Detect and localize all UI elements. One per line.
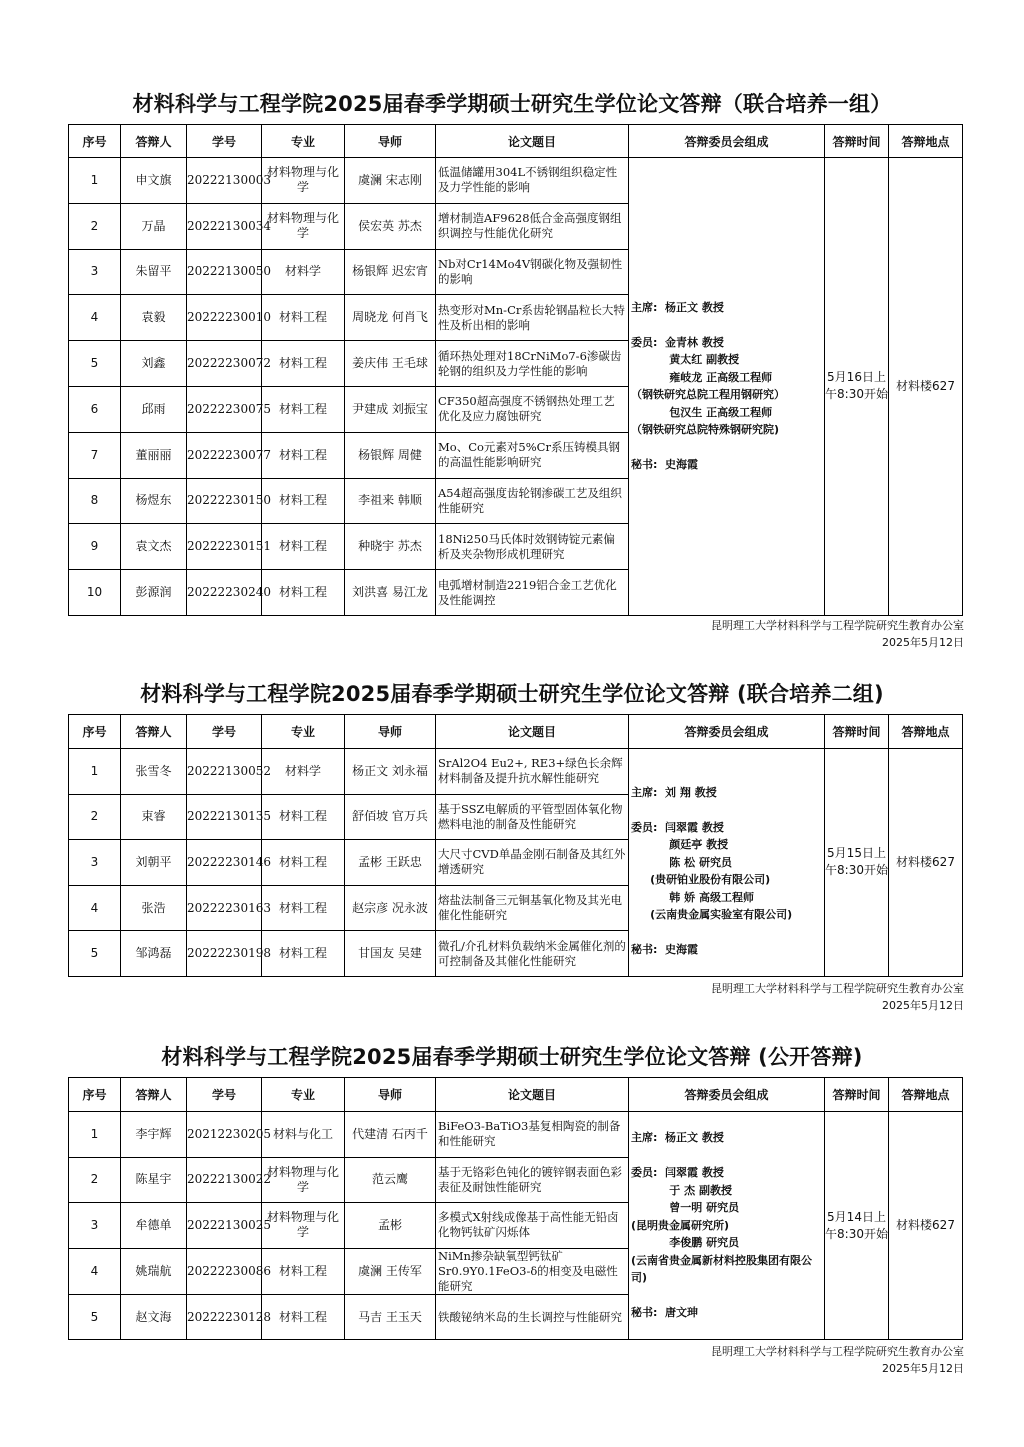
cell-no: 3	[69, 840, 121, 886]
committee-line: 曾一明 研究员	[631, 1201, 740, 1215]
header-thesis: 论文题目	[436, 715, 629, 749]
cell-major: 材料物理与化学	[262, 158, 345, 204]
cell-advisor: 侯宏英 苏杰	[345, 203, 436, 249]
committee-line	[631, 1147, 822, 1165]
cell-major: 材料工程	[262, 386, 345, 432]
table-header	[69, 125, 963, 158]
cell-student: 万晶	[121, 203, 187, 249]
header-id: 学号	[187, 715, 262, 749]
cell-no: 10	[69, 570, 121, 616]
table-header	[69, 1078, 963, 1112]
cell-advisor: 孟彬 王跃忠	[345, 840, 436, 886]
cell-advisor: 杨银辉 迟宏宵	[345, 249, 436, 295]
cell-major: 材料工程	[262, 524, 345, 570]
cell-id: 20222130003	[187, 158, 262, 204]
header-time: 答辩时间	[825, 1078, 889, 1112]
cell-thesis: Mo、Co元素对5%Cr系压铸模具钢的高温性能影响研究	[436, 432, 629, 478]
defense-time: 5月16日上午8:30开始	[825, 158, 889, 616]
cell-id: 20222230072	[187, 341, 262, 387]
header-time: 答辩时间	[825, 715, 889, 749]
committee-line: (昆明贵金属研究所)	[631, 1218, 730, 1232]
cell-id: 20212230205	[187, 1112, 262, 1158]
cell-no: 5	[69, 1294, 121, 1340]
committee-cell	[629, 1112, 825, 1340]
footer	[711, 617, 964, 651]
cell-advisor: 虞澜 宋志刚	[345, 158, 436, 204]
cell-major: 材料与化工	[262, 1112, 345, 1158]
header-no: 序号	[69, 125, 121, 158]
cell-student: 朱留平	[121, 249, 187, 295]
committee-line: （钢铁研究总院特殊钢研究院)	[631, 423, 780, 437]
committee-cell	[629, 158, 825, 616]
header-id: 学号	[187, 1078, 262, 1112]
committee-line: 李俊鹏 研究员	[631, 1236, 740, 1250]
cell-thesis: BiFeO3-BaTiO3基复相陶瓷的制备和性能研究	[436, 1112, 629, 1158]
table-row	[69, 1112, 963, 1158]
footer-date: 2025年5月12日	[882, 636, 964, 649]
cell-id: 20222230240	[187, 570, 262, 616]
header-advisor: 导师	[345, 125, 436, 158]
committee-line	[631, 1287, 822, 1305]
header-place: 答辩地点	[889, 1078, 963, 1112]
committee-line: （钢铁研究总院工程用钢研究）	[631, 388, 785, 402]
cell-major: 材料工程	[262, 478, 345, 524]
cell-major: 材料工程	[262, 794, 345, 840]
defense-table	[68, 1077, 963, 1340]
committee-line: 于 杰 副教授	[631, 1183, 732, 1197]
committee-line	[631, 316, 822, 334]
cell-thesis: 电弧增材制造2219铝合金工艺优化及性能调控	[436, 570, 629, 616]
cell-advisor: 种晓宇 苏杰	[345, 524, 436, 570]
cell-no: 4	[69, 885, 121, 931]
cell-advisor: 代建清 石丙千	[345, 1112, 436, 1158]
cell-student: 董丽丽	[121, 432, 187, 478]
cell-student: 邱雨	[121, 386, 187, 432]
cell-advisor: 虞澜 王传军	[345, 1248, 436, 1294]
cell-id: 20222130052	[187, 749, 262, 795]
cell-advisor: 尹建成 刘振宝	[345, 386, 436, 432]
committee-line: 黄太红 副教授	[631, 353, 740, 367]
footer	[711, 1343, 964, 1377]
cell-thesis: 基于无铬彩色钝化的镀锌钢表面色彩表征及耐蚀性能研究	[436, 1157, 629, 1203]
table-body	[69, 1112, 963, 1340]
committee-cell	[629, 749, 825, 977]
cell-advisor: 杨正文 刘永福	[345, 749, 436, 795]
committee-line: 委员: 闫翠霞 教授	[631, 1166, 724, 1180]
footer-office: 昆明理工大学材料科学与工程学院研究生教育办公室	[711, 982, 964, 995]
cell-thesis: CF350超高强度不锈钢热处理工艺优化及应力腐蚀研究	[436, 386, 629, 432]
cell-major: 材料工程	[262, 1294, 345, 1340]
section-title: 材料科学与工程学院2025届春季学期硕士研究生学位论文答辩 (公开答辩)	[161, 1045, 863, 1069]
footer-date: 2025年5月12日	[882, 1362, 964, 1375]
committee-line: 委员: 闫翠霞 教授	[631, 820, 724, 834]
header-advisor: 导师	[345, 1078, 436, 1112]
cell-id: 20222130135	[187, 794, 262, 840]
committee-line: 委员: 金青林 教授	[631, 335, 724, 349]
cell-advisor: 赵宗彦 况永波	[345, 885, 436, 931]
cell-no: 8	[69, 478, 121, 524]
cell-major: 材料物理与化学	[262, 1203, 345, 1249]
cell-advisor: 孟彬	[345, 1203, 436, 1249]
cell-student: 张浩	[121, 885, 187, 931]
committee-line: 韩 娇 高级工程师	[631, 890, 754, 904]
table-header	[69, 715, 963, 749]
cell-thesis: Nb对Cr14Mo4V钢碳化物及强韧性的影响	[436, 249, 629, 295]
cell-no: 3	[69, 1203, 121, 1249]
header-id: 学号	[187, 125, 262, 158]
cell-student: 邹鸿磊	[121, 931, 187, 977]
header-thesis: 论文题目	[436, 1078, 629, 1112]
header-major: 专业	[262, 125, 345, 158]
cell-no: 3	[69, 249, 121, 295]
cell-advisor: 范云鹰	[345, 1157, 436, 1203]
defense-time: 5月14日上午8:30开始	[825, 1112, 889, 1340]
cell-student: 杨煜东	[121, 478, 187, 524]
cell-thesis: 铁酸铋纳米岛的生长调控与性能研究	[436, 1294, 629, 1340]
cell-id: 20222130025	[187, 1203, 262, 1249]
cell-no: 5	[69, 341, 121, 387]
footer-office: 昆明理工大学材料科学与工程学院研究生教育办公室	[711, 619, 964, 632]
committee-line: 雍岐龙 正高级工程师	[631, 370, 773, 384]
committee-line: 陈 松 研究员	[631, 855, 732, 869]
defense-table	[68, 714, 963, 977]
cell-id: 20222230150	[187, 478, 262, 524]
cell-advisor: 李祖来 韩顺	[345, 478, 436, 524]
cell-advisor: 甘国友 吴建	[345, 931, 436, 977]
cell-student: 赵文海	[121, 1294, 187, 1340]
cell-id: 20222230198	[187, 931, 262, 977]
cell-thesis: 循环热处理对18CrNiMo7-6渗碳齿轮钢的组织及力学性能的影响	[436, 341, 629, 387]
header-time: 答辩时间	[825, 125, 889, 158]
committee-line: (云南贵金属实验室有限公司)	[631, 908, 793, 922]
header-no: 序号	[69, 715, 121, 749]
footer-office: 昆明理工大学材料科学与工程学院研究生教育办公室	[711, 1345, 964, 1358]
cell-advisor: 刘洪喜 易江龙	[345, 570, 436, 616]
cell-student: 姚瑞航	[121, 1248, 187, 1294]
committee-line: 秘书: 史海霞	[631, 458, 699, 472]
cell-id: 20222130022	[187, 1157, 262, 1203]
cell-no: 7	[69, 432, 121, 478]
header-committee: 答辩委员会组成	[629, 715, 825, 749]
cell-id: 20222230075	[187, 386, 262, 432]
cell-student: 申文旗	[121, 158, 187, 204]
cell-thesis: 基于SSZ电解质的平管型固体氧化物燃料电池的制备及性能研究	[436, 794, 629, 840]
cell-major: 材料工程	[262, 1248, 345, 1294]
header-committee: 答辩委员会组成	[629, 1078, 825, 1112]
cell-student: 刘鑫	[121, 341, 187, 387]
defense-place: 材料楼627	[889, 1112, 963, 1340]
cell-student: 彭源润	[121, 570, 187, 616]
cell-major: 材料物理与化学	[262, 1157, 345, 1203]
footer	[711, 980, 964, 1014]
cell-advisor: 马吉 王玉天	[345, 1294, 436, 1340]
cell-no: 2	[69, 794, 121, 840]
committee-line	[631, 924, 822, 942]
defense-place: 材料楼627	[889, 749, 963, 977]
cell-advisor: 姜庆伟 王毛球	[345, 341, 436, 387]
cell-no: 1	[69, 1112, 121, 1158]
cell-thesis: 增材制造AF9628低合金高强度钢组织调控与性能优化研究	[436, 203, 629, 249]
header-student: 答辩人	[121, 1078, 187, 1112]
cell-id: 20222230086	[187, 1248, 262, 1294]
table-row	[69, 158, 963, 204]
cell-major: 材料物理与化学	[262, 203, 345, 249]
cell-no: 1	[69, 749, 121, 795]
cell-id: 20222230077	[187, 432, 262, 478]
cell-major: 材料工程	[262, 840, 345, 886]
cell-student: 刘朝平	[121, 840, 187, 886]
cell-major: 材料学	[262, 249, 345, 295]
header-committee: 答辩委员会组成	[629, 125, 825, 158]
committee-line: 主席: 刘 翔 教授	[631, 785, 717, 799]
committee-line: 秘书: 史海霞	[631, 943, 699, 957]
header-no: 序号	[69, 1078, 121, 1112]
cell-major: 材料工程	[262, 295, 345, 341]
section-title: 材料科学与工程学院2025届春季学期硕士研究生学位论文答辩 (联合培养二组)	[140, 682, 884, 706]
table-row	[69, 749, 963, 795]
cell-thesis: 热变形对Mn-Cr系齿轮钢晶粒长大特性及析出相的影响	[436, 295, 629, 341]
footer-date: 2025年5月12日	[882, 999, 964, 1012]
cell-thesis: SrAl2O4 Eu2+, RE3+绿色长余辉材料制备及提升抗水解性能研究	[436, 749, 629, 795]
header-place: 答辩地点	[889, 125, 963, 158]
cell-id: 20222230151	[187, 524, 262, 570]
cell-major: 材料工程	[262, 885, 345, 931]
cell-no: 2	[69, 203, 121, 249]
committee-line: 主席: 杨正文 教授	[631, 1131, 724, 1145]
header-major: 专业	[262, 715, 345, 749]
cell-thesis: NiMn掺杂缺氧型钙钛矿Sr0.9Y0.1FeO3-δ的相变及电磁性能研究	[436, 1248, 629, 1294]
header-advisor: 导师	[345, 715, 436, 749]
cell-thesis: 熔盐法制备三元铜基氧化物及其光电催化性能研究	[436, 885, 629, 931]
cell-no: 2	[69, 1157, 121, 1203]
cell-id: 20222230146	[187, 840, 262, 886]
cell-major: 材料工程	[262, 341, 345, 387]
header-major: 专业	[262, 1078, 345, 1112]
cell-student: 张雪冬	[121, 749, 187, 795]
cell-id: 20222230128	[187, 1294, 262, 1340]
cell-no: 1	[69, 158, 121, 204]
cell-no: 9	[69, 524, 121, 570]
cell-no: 4	[69, 1248, 121, 1294]
cell-thesis: 多模式X射线成像基于高性能无铅卤化物钙钛矿闪烁体	[436, 1203, 629, 1249]
cell-student: 袁毅	[121, 295, 187, 341]
committee-line	[631, 766, 822, 784]
cell-no: 4	[69, 295, 121, 341]
cell-student: 陈星宇	[121, 1157, 187, 1203]
cell-id: 20222130050	[187, 249, 262, 295]
cell-no: 6	[69, 386, 121, 432]
table-body	[69, 158, 963, 616]
cell-thesis: 18Ni250马氏体时效钢铸锭元素偏析及夹杂物形成机理研究	[436, 524, 629, 570]
cell-major: 材料学	[262, 749, 345, 795]
cell-thesis: 低温储罐用304L不锈钢组织稳定性及力学性能的影响	[436, 158, 629, 204]
cell-advisor: 周晓龙 何肖飞	[345, 295, 436, 341]
committee-line: 秘书: 唐文珅	[631, 1306, 699, 1320]
table-body	[69, 749, 963, 977]
cell-thesis: 大尺寸CVD单晶金刚石制备及其红外增透研究	[436, 840, 629, 886]
cell-student: 李宇辉	[121, 1112, 187, 1158]
committee-line	[631, 801, 822, 819]
defense-table	[68, 124, 963, 616]
cell-student: 束睿	[121, 794, 187, 840]
cell-thesis: A54超高强度齿轮钢渗碳工艺及组织性能研究	[436, 478, 629, 524]
cell-student: 牟德单	[121, 1203, 187, 1249]
cell-major: 材料工程	[262, 432, 345, 478]
cell-thesis: 微孔/介孔材料负载纳米金属催化剂的可控制备及其催化性能研究	[436, 931, 629, 977]
cell-advisor: 杨银辉 周健	[345, 432, 436, 478]
cell-id: 20222230010	[187, 295, 262, 341]
header-place: 答辩地点	[889, 715, 963, 749]
header-student: 答辩人	[121, 715, 187, 749]
header-student: 答辩人	[121, 125, 187, 158]
section-title: 材料科学与工程学院2025届春季学期硕士研究生学位论文答辩（联合培养一组）	[132, 92, 892, 116]
cell-student: 袁文杰	[121, 524, 187, 570]
committee-line: (云南省贵金属新材料控股集团有限公司)	[631, 1253, 813, 1285]
committee-line	[631, 439, 822, 457]
cell-no: 5	[69, 931, 121, 977]
cell-id: 20222230163	[187, 885, 262, 931]
committee-line: 主席: 杨正文 教授	[631, 300, 724, 314]
cell-advisor: 舒佰坡 官万兵	[345, 794, 436, 840]
cell-major: 材料工程	[262, 931, 345, 977]
header-thesis: 论文题目	[436, 125, 629, 158]
cell-major: 材料工程	[262, 570, 345, 616]
cell-id: 20222130034	[187, 203, 262, 249]
committee-line: (贵研铂业股份有限公司)	[631, 873, 771, 887]
defense-time: 5月15日上午8:30开始	[825, 749, 889, 977]
committee-line: 颜廷亭 教授	[631, 838, 729, 852]
committee-line: 包汉生 正高级工程师	[631, 405, 773, 419]
defense-place: 材料楼627	[889, 158, 963, 616]
